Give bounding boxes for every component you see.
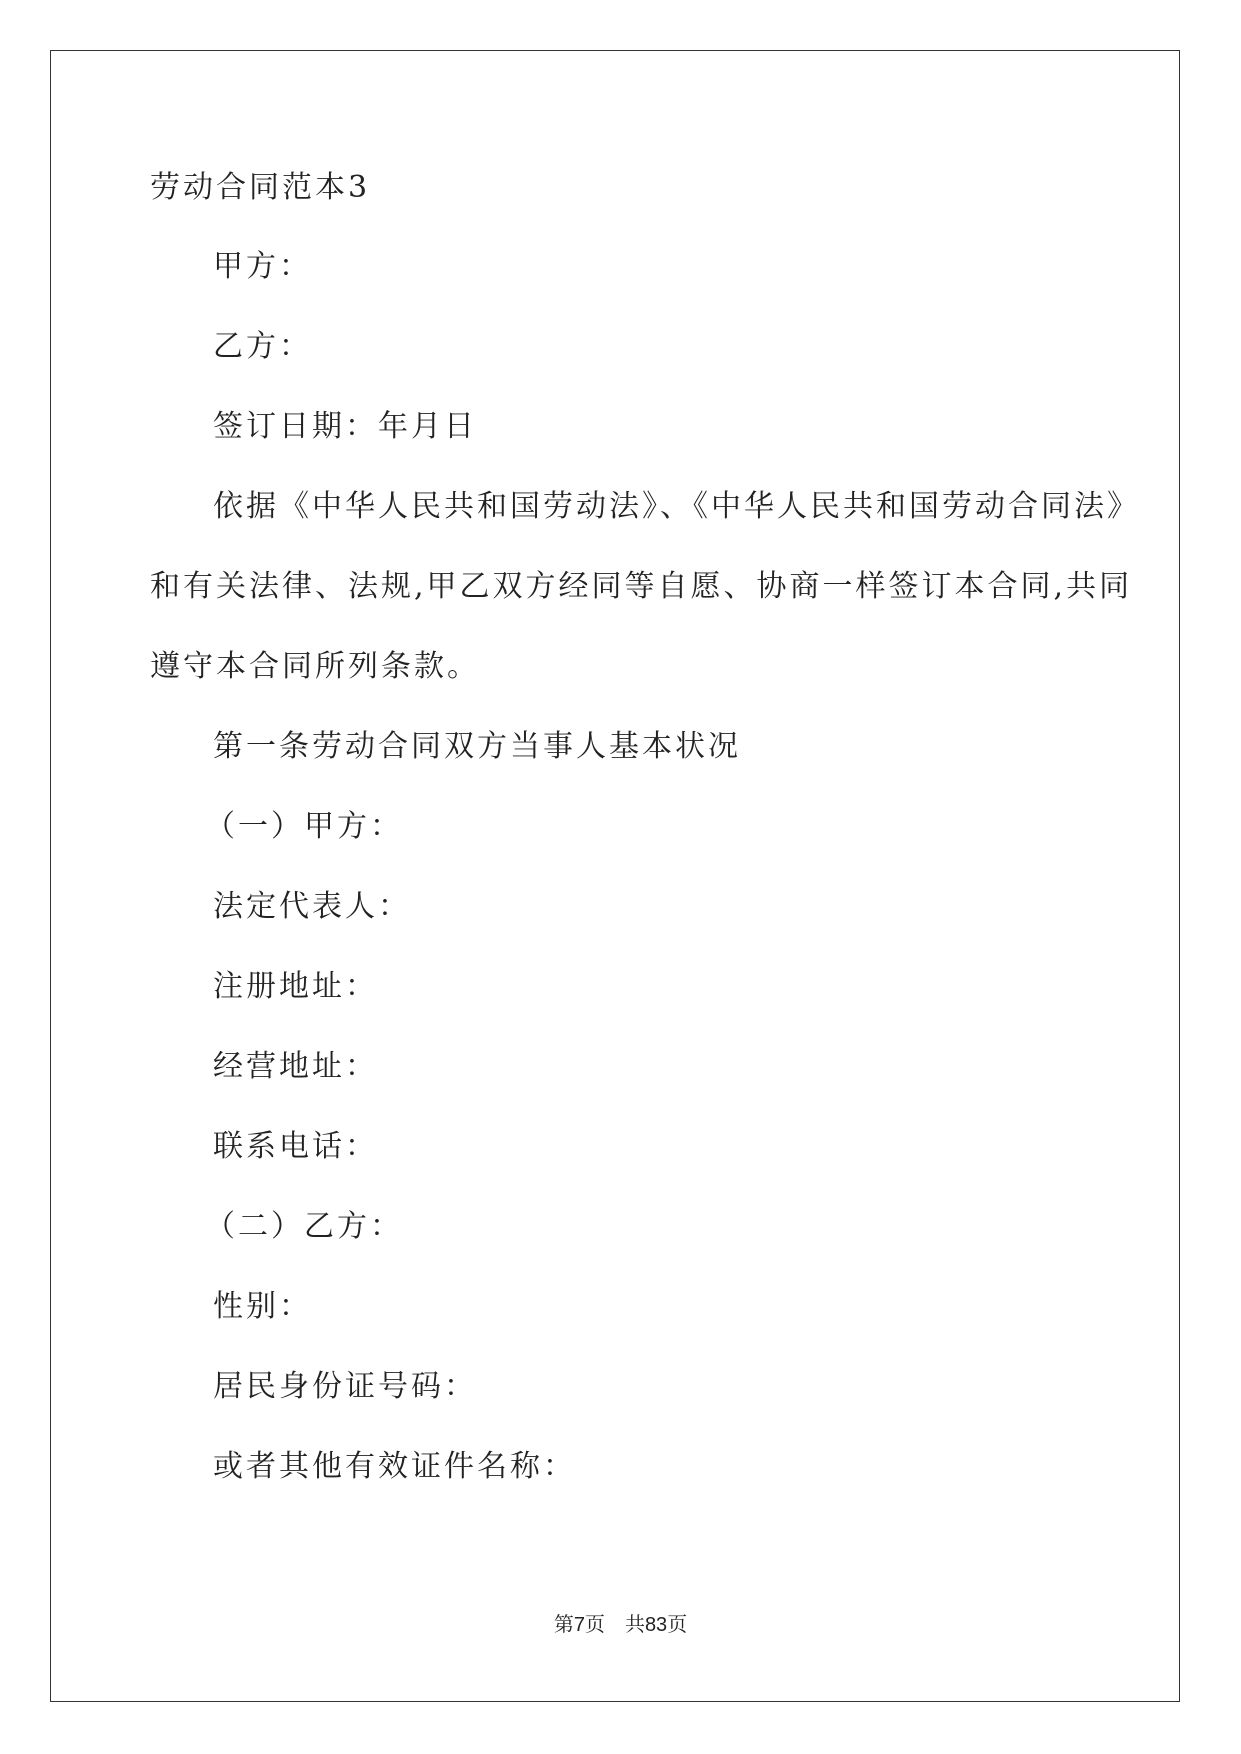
paragraph-line: 遵守本合同所列条款。 [150, 649, 480, 684]
footer-page-number: 7 [573, 1614, 585, 1636]
phone-label: 联系电话： [213, 1129, 378, 1164]
paragraph-line: 和有关法律、法规,甲乙双方经同等自愿、协商一样签订本合同,共同 [150, 569, 1133, 604]
signing-date-label: 签订日期：年月日 [213, 409, 477, 444]
registered-address-label: 注册地址： [213, 969, 378, 1004]
paragraph-line: 依据《中华人民共和国劳动法》、《中华人民共和国劳动合同法》 [213, 489, 1140, 524]
party-b-label: 乙方： [213, 329, 312, 364]
section-party-a: （一）甲方： [205, 809, 403, 844]
footer-total-suffix: 页 [667, 1614, 688, 1636]
legal-representative-label: 法定代表人： [213, 889, 411, 924]
document-title: 劳动合同范本3 [150, 170, 371, 205]
footer-total-prefix: 共 [624, 1614, 645, 1636]
section-party-b: （二）乙方： [205, 1209, 403, 1244]
gender-label: 性别： [213, 1289, 312, 1324]
article-heading: 第一条劳动合同双方当事人基本状况 [213, 729, 741, 764]
page-footer [0, 1612, 1241, 1638]
business-address-label: 经营地址： [213, 1049, 378, 1084]
other-id-label: 或者其他有效证件名称： [213, 1449, 576, 1484]
footer-page-suffix: 页 [584, 1614, 605, 1636]
footer-total-pages: 83 [644, 1614, 668, 1636]
id-number-label: 居民身份证号码： [213, 1369, 477, 1404]
footer-page-prefix: 第 [553, 1614, 574, 1636]
party-a-label: 甲方： [213, 249, 312, 284]
